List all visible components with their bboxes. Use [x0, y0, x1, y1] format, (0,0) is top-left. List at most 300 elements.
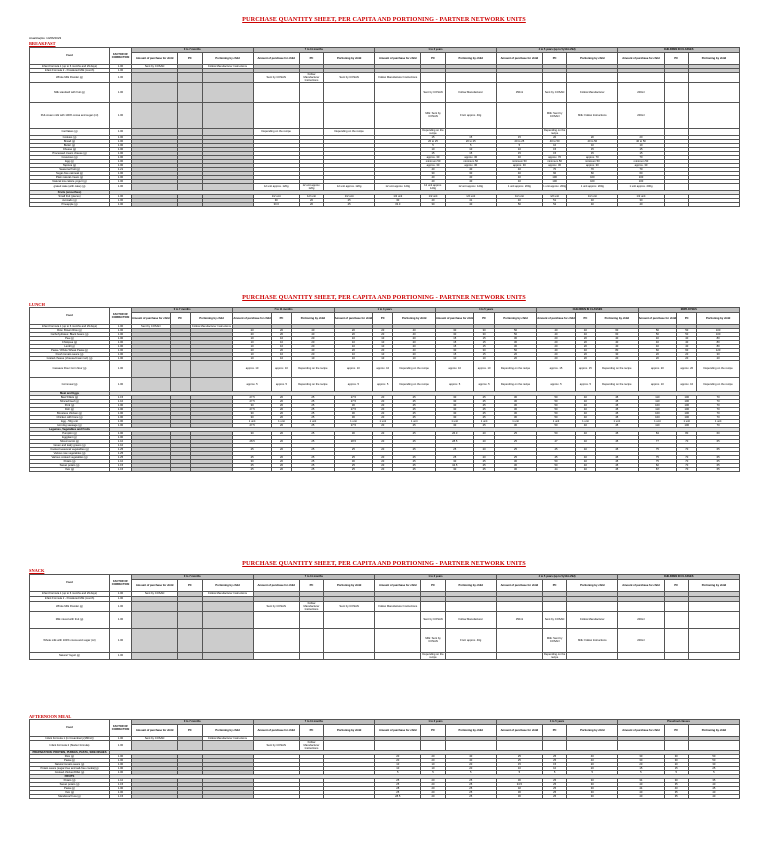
food-name-cell: Butter (g) — [30, 143, 110, 147]
value-cell: 1 unit — [596, 419, 639, 423]
value-cell: 45 — [596, 459, 639, 463]
value-cell: 40 — [567, 202, 618, 206]
food-name-cell: Eggplant (g) — [30, 435, 110, 439]
value-cell: 20 — [373, 403, 393, 407]
sub-header-row — [30, 579, 740, 591]
value-cell: 30 — [435, 332, 474, 336]
per-capita-header: PC — [373, 312, 393, 324]
value-cell: 40 — [575, 415, 595, 419]
value-cell: 25 — [292, 439, 335, 443]
snack-table — [29, 574, 740, 660]
value-cell: 30.6 — [253, 202, 299, 206]
value-cell — [202, 82, 253, 102]
value-cell: Depending on the recipe — [697, 360, 740, 377]
food-name-cell: Natural tomato sauce (g) — [30, 762, 110, 766]
value-cell — [688, 652, 739, 659]
correction-factor-cell: 1.00 — [110, 198, 132, 202]
value-cell: 25 — [393, 439, 436, 443]
food-name-cell: Seasonal fruit (g) — [30, 167, 110, 171]
food-name-cell: Boneless chicken (g) — [30, 411, 110, 415]
food-name-cell: Cat flakes (g) — [30, 128, 110, 135]
value-cell: 25 — [494, 447, 537, 451]
value-cell: 30 — [435, 459, 474, 463]
value-cell: 30 — [618, 198, 664, 202]
value-cell: 28.5 — [233, 439, 272, 443]
value-cell: 70 — [677, 467, 697, 471]
value-cell: 30 — [334, 431, 373, 435]
value-cell — [688, 183, 739, 190]
value-cell: 40 — [445, 202, 496, 206]
value-cell: 100 — [618, 175, 664, 179]
food-name-cell: Rice: Brown Rice (g) — [30, 328, 110, 332]
correction-factor-cell: 1.00 — [110, 202, 132, 206]
value-cell: 5 — [542, 770, 566, 774]
age-group-header: 1 to 3 years — [375, 48, 497, 53]
value-cell: 20 — [373, 467, 393, 471]
value-cell: 20 — [421, 778, 445, 782]
table-row — [30, 628, 740, 652]
sheet-table — [29, 307, 740, 472]
table-row — [30, 601, 740, 611]
correction-factor-cell: 1.00 — [110, 377, 132, 391]
food-name-cell: Egg (g) — [30, 159, 110, 163]
portioning-header: Portioning by child — [190, 312, 233, 324]
per-capita-header: PC — [299, 724, 323, 736]
food-name-cell: Pumpkin (g) — [30, 431, 110, 435]
value-cell: 25 — [292, 431, 335, 435]
value-cell: 25 — [445, 790, 496, 794]
value-cell: 30 — [334, 411, 373, 415]
table-row — [30, 377, 740, 391]
table-row — [30, 102, 740, 128]
value-cell: 65 — [697, 455, 740, 459]
value-cell: 20 — [271, 467, 291, 471]
value-cell: 20 — [373, 399, 393, 403]
purchase-amount-header: Amount of purchase for child — [375, 579, 421, 591]
per-capita-header: PC — [421, 52, 445, 64]
value-cell: Sent by COSAN — [132, 591, 178, 596]
per-capita-header: PC — [299, 52, 323, 64]
value-cell: approx. 30 — [421, 163, 445, 167]
correction-factor-cell: 1.10 — [110, 439, 132, 443]
correction-factor-cell: 1.00 — [110, 611, 132, 628]
food-name-cell: Cooked chicken/Fillet (g) — [30, 770, 110, 774]
value-cell: Sent by COSAN — [421, 611, 445, 628]
value-cell: 5 — [618, 770, 664, 774]
value-cell: 1 unit — [474, 419, 494, 423]
value-cell: 30 — [494, 407, 537, 411]
page-title-3: PURCHASE QUANTITY SHEET, PER CAPITA AND PORTIONING - PARTNER NETWORK UNITS — [242, 560, 526, 567]
value-cell — [567, 128, 618, 135]
value-cell: Depending on the recipe — [543, 128, 566, 135]
value-cell: 20 — [575, 352, 595, 356]
category-row-label: Fruits (smoothies) — [30, 190, 110, 194]
value-cell: 10 — [375, 762, 421, 766]
value-cell: 100 — [638, 411, 677, 415]
value-cell: 20 — [271, 411, 291, 415]
value-cell: 10 — [445, 147, 496, 151]
value-cell: 80 — [596, 348, 639, 352]
value-cell: 20 — [271, 463, 291, 467]
value-cell: 30 — [435, 407, 474, 411]
value-cell: 30 — [494, 395, 537, 399]
value-cell — [190, 467, 233, 471]
value-cell: 20 — [537, 344, 576, 348]
value-cell: 15 — [542, 147, 566, 151]
value-cell: approx. 30 — [542, 163, 566, 167]
food-column-header: Food — [30, 720, 110, 737]
value-cell: Sent by COSAN — [542, 82, 566, 102]
age-group-header: Preschool classes — [618, 720, 740, 725]
value-cell: 25 — [324, 198, 375, 202]
value-cell: 25 — [393, 423, 436, 427]
correction-factor-cell: 1.00 — [110, 360, 132, 377]
value-cell — [202, 794, 253, 798]
value-cell: 10 — [334, 356, 373, 360]
food-name-cell: Egg - 50g unit — [30, 419, 110, 423]
value-cell: 20 — [575, 336, 595, 340]
value-cell: 25 — [292, 467, 335, 471]
value-cell: 40 — [496, 198, 542, 202]
value-cell: 40 — [596, 336, 639, 340]
food-name-cell: Yam (g) — [30, 467, 110, 471]
value-cell: 70 — [697, 407, 740, 411]
correction-factor-cell: 1.00 — [110, 128, 132, 135]
value-cell: Depending on the recipe — [422, 652, 444, 659]
value-cell: 25 — [474, 395, 494, 399]
per-capita-header: PC — [271, 312, 291, 324]
value-cell — [567, 601, 618, 611]
correction-factor-cell: 1.15 — [110, 463, 132, 467]
value-cell: 15 — [542, 151, 566, 155]
value-cell: 33.3 — [375, 202, 421, 206]
value-cell: 25 — [542, 778, 566, 782]
correction-factor-cell: 1.00 — [110, 155, 132, 159]
value-cell: 27.5 — [233, 399, 272, 403]
value-cell: 1 unit — [233, 419, 272, 423]
value-cell: 25 — [494, 455, 537, 459]
value-cell: 30 — [435, 415, 474, 419]
food-name-cell: Pea (g) — [30, 336, 110, 340]
value-cell: Follow Manufacturer Instructions — [375, 72, 421, 82]
value-cell: 75 — [638, 459, 677, 463]
age-group-header: EMPLOYEES — [638, 308, 739, 313]
age-group-header: 0 to 7 months — [132, 48, 254, 53]
value-cell — [202, 611, 253, 628]
value-cell — [178, 652, 202, 659]
value-cell — [664, 102, 688, 128]
value-cell: 50 — [638, 328, 677, 332]
value-cell: Sent by COSAN — [132, 736, 178, 740]
value-cell: 65 — [697, 463, 740, 467]
value-cell: 25 — [334, 447, 373, 451]
food-name-cell: Whole milk with 100% cocoa and sugar (ml) — [30, 628, 110, 652]
food-name-cell: Infant Formula 2 - Powdered Milk (month) — [30, 596, 110, 601]
per-capita-header: PC — [542, 52, 566, 64]
portioning-header: Portioning by child — [202, 724, 253, 736]
food-name-cell: Beef Fillets (g) — [30, 395, 110, 399]
per-capita-header: PC — [664, 724, 688, 736]
age-group-header: CHILDREN IN CLASSES — [537, 308, 638, 313]
food-name-cell: Milk standard with fruit (g) — [30, 82, 110, 102]
update-date: Atualização: 14/06/2023 — [29, 36, 62, 40]
food-name-cell: Fresh tomato sauce (g) — [30, 352, 110, 356]
value-cell: 40 — [575, 403, 595, 407]
value-cell: 15 — [435, 352, 474, 356]
value-cell — [664, 128, 688, 135]
value-cell: 25 — [292, 423, 335, 427]
value-cell: 30 — [567, 786, 618, 790]
value-cell: 20 — [421, 786, 445, 790]
value-cell — [618, 652, 664, 659]
value-cell: 10 — [435, 356, 474, 360]
value-cell: 1 unit approx. 200g — [618, 183, 664, 190]
value-cell: 20 — [373, 455, 393, 459]
value-cell: Follow Manufacturer — [567, 611, 618, 628]
age-group-header: 1 to 3 years — [375, 575, 497, 580]
value-cell — [688, 202, 739, 206]
sub-header-row — [30, 724, 740, 736]
value-cell — [421, 72, 445, 82]
value-cell — [202, 102, 253, 128]
value-cell: 28.5 — [375, 794, 421, 798]
value-cell: 25 — [494, 439, 537, 443]
value-cell: Depending on the recipe — [422, 128, 444, 135]
value-cell: approx. 5 — [373, 377, 393, 391]
value-cell — [178, 183, 202, 190]
food-name-cell: Yam (g) — [30, 790, 110, 794]
value-cell: 15 — [618, 766, 664, 770]
value-cell: 40 — [575, 447, 595, 451]
value-cell — [445, 740, 496, 750]
correction-factor-cell: 1.00 — [110, 762, 132, 766]
value-cell: 25 — [393, 447, 436, 451]
per-capita-header: PC — [299, 579, 323, 591]
value-cell: 45 — [596, 395, 639, 399]
value-cell — [178, 202, 202, 206]
value-cell: 30 — [567, 794, 618, 798]
value-cell: 30 — [421, 202, 445, 206]
correction-factor-cell: 1.15 — [110, 467, 132, 471]
value-cell: 50 — [496, 202, 542, 206]
value-cell: 30 — [435, 467, 474, 471]
section-label-afternoon-meal: AFTERNOON MEAL — [29, 714, 72, 719]
value-cell: 30 — [334, 403, 373, 407]
value-cell: 15 — [474, 344, 494, 348]
correction-factor-cell: 1.00 — [110, 348, 132, 352]
portioning-header: Portioning by child — [567, 724, 618, 736]
portioning-header: Portioning by child — [445, 579, 496, 591]
age-group-header: 4 to 5 years — [496, 720, 618, 725]
value-cell — [324, 652, 375, 659]
value-cell: 70 — [697, 411, 740, 415]
value-cell: 40 — [496, 167, 542, 171]
value-cell: 50 — [537, 423, 576, 427]
food-name-cell: Minced beef (g) — [30, 399, 110, 403]
value-cell — [664, 202, 688, 206]
correction-factor-cell: 1.00 — [110, 758, 132, 762]
value-cell: Follow Manufacturer Instructions — [202, 591, 253, 596]
value-cell: 20 — [618, 762, 664, 766]
value-cell: 10 — [334, 340, 373, 344]
value-cell: 30 — [233, 431, 272, 435]
sub-header-row — [30, 52, 740, 64]
value-cell: 80 — [697, 336, 740, 340]
correction-factor-cell: 1.00 — [110, 356, 132, 360]
per-capita-header: PC — [664, 52, 688, 64]
table-row — [30, 794, 740, 798]
value-cell — [324, 611, 375, 628]
portioning-header: Portioning by child — [567, 579, 618, 591]
food-name-cell: Cassava Flour Corn flour (g) — [30, 360, 110, 377]
value-cell — [542, 740, 566, 750]
value-cell: 40 — [393, 332, 436, 336]
value-cell: 20 — [537, 336, 576, 340]
value-cell: 25 — [393, 467, 436, 471]
value-cell: 10 — [271, 356, 291, 360]
value-cell: 51 — [542, 198, 566, 202]
value-cell: 20 — [575, 344, 595, 348]
page-title-2: PURCHASE QUANTITY SHEET, PER CAPITA AND PORTIONING - PARTNER NETWORK UNITS — [242, 294, 526, 301]
age-group-header: CHILDREN IN CLASSES — [618, 48, 740, 53]
value-cell: 40 — [618, 794, 664, 798]
value-cell: 30 — [435, 399, 474, 403]
value-cell: 25 — [474, 415, 494, 419]
value-cell — [299, 794, 323, 798]
value-cell — [664, 601, 688, 611]
value-cell: 20 — [292, 336, 335, 340]
section-label-snack: SNACK — [29, 568, 45, 573]
value-cell — [132, 72, 178, 82]
value-cell — [170, 467, 190, 471]
category-row-label: Meat and Eggs — [30, 391, 110, 395]
value-cell: 20 — [271, 455, 291, 459]
value-cell: 40 — [618, 202, 664, 206]
value-cell: minimum 50 — [618, 159, 664, 163]
value-cell: 30 — [494, 344, 537, 348]
value-cell — [132, 377, 171, 391]
correction-factor-cell: 1.00 — [110, 407, 132, 411]
per-capita-header: PC — [178, 52, 202, 64]
value-cell: 30 — [233, 411, 272, 415]
value-cell: 10 — [271, 340, 291, 344]
value-cell: 100 — [677, 423, 697, 427]
age-group-header: CHILDREN IN CLASSES — [618, 575, 740, 580]
value-cell: Follow Manufacturer Instructions — [375, 601, 421, 611]
purchase-amount-header: Amount of purchase for child — [375, 52, 421, 64]
value-cell: 12 unit approx. 120g — [445, 183, 496, 190]
value-cell: 80 — [677, 431, 697, 435]
value-cell: 20 — [271, 431, 291, 435]
value-cell: 25 — [542, 794, 566, 798]
food-name-cell: Chicken with bone (g) — [30, 415, 110, 419]
value-cell — [375, 128, 421, 135]
value-cell — [178, 611, 202, 628]
value-cell — [253, 102, 299, 128]
value-cell: 40 — [496, 155, 542, 159]
value-cell: 10 — [567, 143, 618, 147]
age-group-header: 4 to 5 years (up to 5y11m 29d) — [496, 575, 618, 580]
value-cell: approx. 10 — [373, 360, 393, 377]
value-cell: 20 — [373, 395, 393, 399]
value-cell: 45 — [537, 447, 576, 451]
food-name-cell: Carbohydrates: Black beans (g) — [30, 332, 110, 336]
purchase-amount-header: Amount of purchase for child — [132, 724, 178, 736]
value-cell: Milk: Follow Instructions — [567, 628, 618, 652]
value-cell: 20 — [373, 348, 393, 352]
correction-factor-cell: 1.00 — [110, 102, 132, 128]
value-cell: 30 — [664, 754, 688, 758]
value-cell: 20 — [373, 415, 393, 419]
value-cell: Depending on the recipe — [697, 377, 740, 391]
value-cell: 15 — [567, 147, 618, 151]
value-cell: 5 — [375, 770, 421, 774]
value-cell: 30 — [697, 352, 740, 356]
value-cell: 30 — [445, 171, 496, 175]
value-cell — [202, 202, 253, 206]
value-cell: 20 — [271, 348, 291, 352]
food-name-cell: Milk mixed with fruit (g) — [30, 611, 110, 628]
value-cell — [496, 601, 542, 611]
food-name-cell: Potato (g) — [30, 459, 110, 463]
age-group-header: 0 to 7 months — [132, 575, 254, 580]
correction-factor-cell: 1.00 — [110, 324, 132, 328]
value-cell: Sent by COSAN — [324, 72, 375, 82]
value-cell: 45 — [596, 399, 639, 403]
value-cell: 30 — [494, 467, 537, 471]
value-cell: approx. 5 — [474, 377, 494, 391]
value-cell: 45 — [596, 415, 639, 419]
value-cell: Milk: Follow Instructions — [567, 102, 618, 128]
correction-factor-cell: 1.00 — [110, 352, 132, 356]
value-cell: 40 — [292, 332, 335, 336]
correction-factor-cell: 1.00 — [110, 171, 132, 175]
correction-factor-cell: 1.15 — [110, 395, 132, 399]
value-cell: Depending on the recipe — [324, 128, 375, 135]
section-label-lunch: LUNCH — [29, 302, 45, 307]
value-cell: 12 unit approx. 120g — [324, 183, 375, 190]
food-name-cell: Tapioca (g) — [30, 163, 110, 167]
value-cell — [688, 102, 739, 128]
value-cell: 30 — [494, 340, 537, 344]
value-cell: approx. 5 — [271, 377, 291, 391]
value-cell: Follow Manufacturer Instructions — [202, 64, 253, 68]
value-cell: 20 — [445, 766, 496, 770]
value-cell: 1 unit approx. 200g — [567, 183, 618, 190]
food-name-cell: Pasta / Whole Wheat Pasta (g) — [30, 348, 110, 352]
value-cell: 60 — [677, 348, 697, 352]
value-cell: approx. 15 — [575, 360, 595, 377]
value-cell: 40 — [618, 790, 664, 794]
value-cell: 1 unit — [575, 419, 595, 423]
value-cell — [178, 794, 202, 798]
value-cell: 40 — [638, 340, 677, 344]
correction-factor-cell: 1.00 — [110, 591, 132, 596]
food-name-cell: Pork (g) — [30, 403, 110, 407]
correction-factor-cell: 1.00 — [110, 68, 132, 72]
correction-factor-cell: 1.00 — [110, 336, 132, 340]
value-cell: 10 — [334, 344, 373, 348]
value-cell: 20 to 25 — [421, 139, 445, 143]
purchase-amount-header: Amount of purchase for child — [253, 579, 299, 591]
value-cell: 1/2 unit — [567, 194, 618, 198]
value-cell: Depending on the recipe — [596, 377, 639, 391]
value-cell: 40 — [292, 348, 335, 352]
value-cell: 30 — [334, 415, 373, 419]
value-cell: 75 — [638, 455, 677, 459]
purchase-amount-header: Amount of purchase for child — [132, 312, 171, 324]
per-capita-header: PC — [170, 312, 190, 324]
